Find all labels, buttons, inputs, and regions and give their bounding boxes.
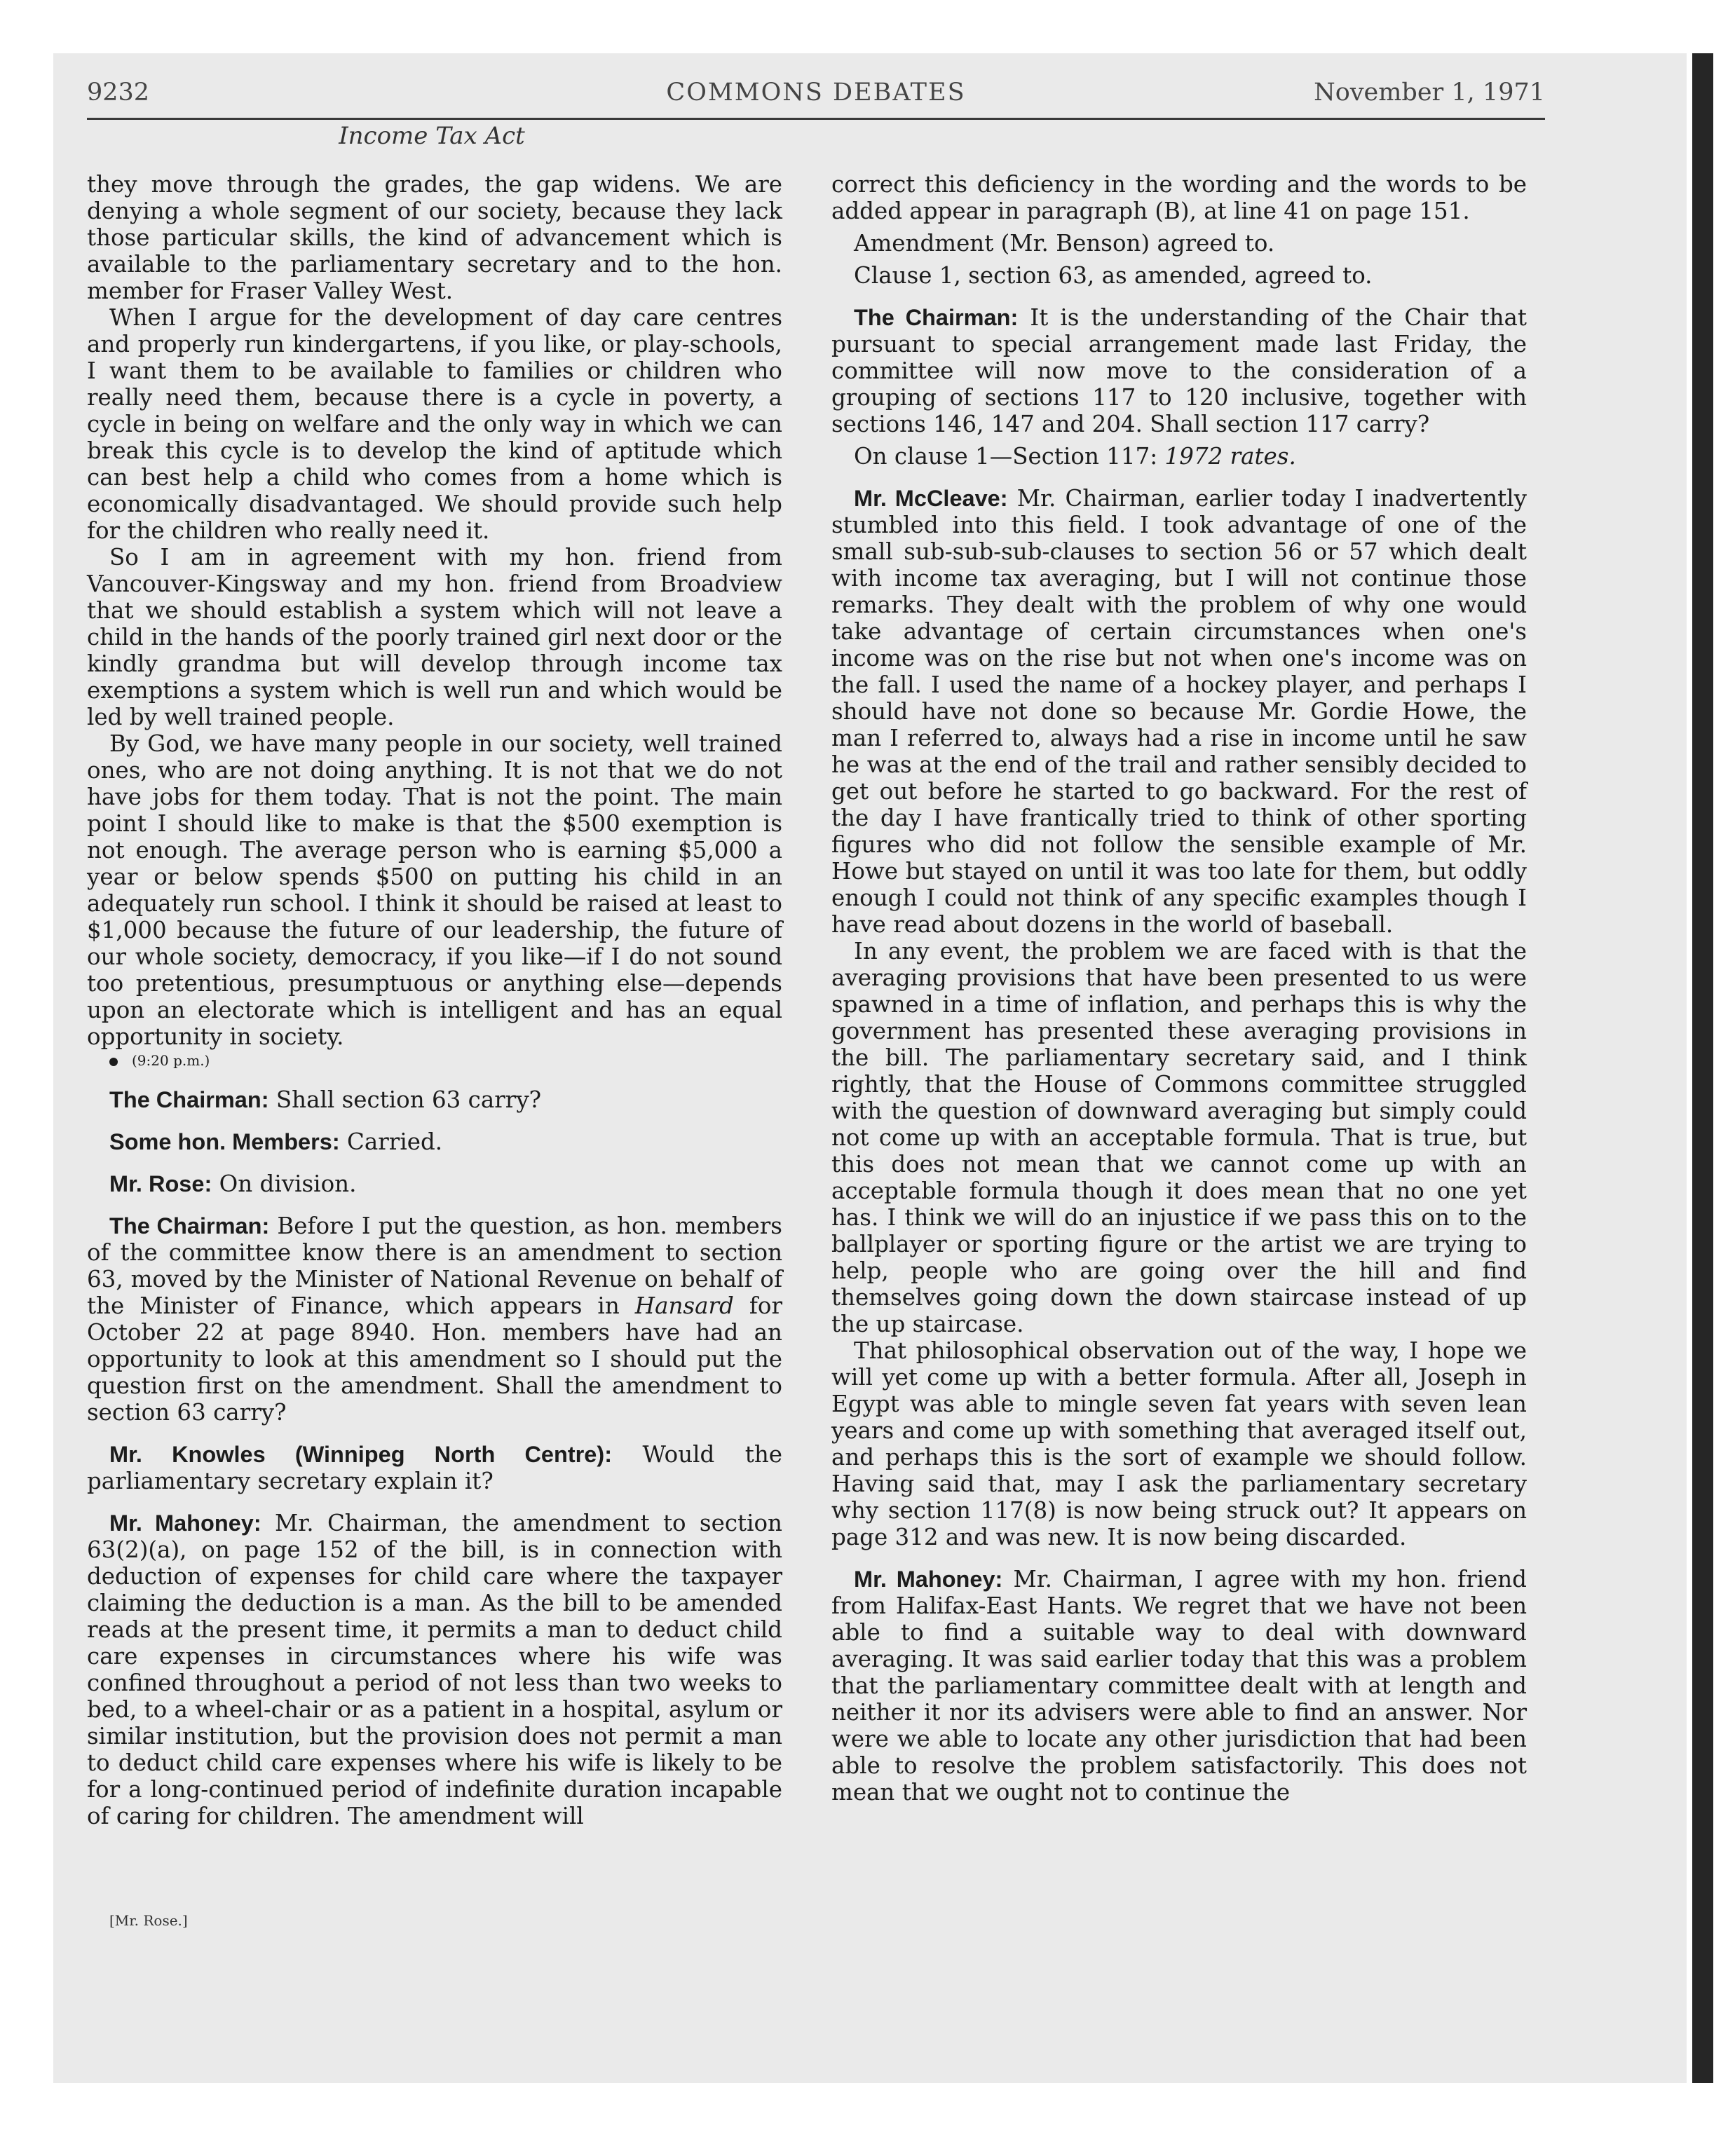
speech [87, 1086, 782, 1113]
publication-title: COMMONS DEBATES [666, 79, 966, 107]
page-date: November 1, 1971 [1314, 79, 1545, 107]
speaker-name: Mr. Mahoney: [109, 1510, 261, 1536]
scan-edge-bar [1692, 53, 1713, 2083]
speech-text: Before I put the question, as hon. members of the committee know there is an amendment to section 63, moved by the Minister of National Revenue on behalf of the Minister of Finance, which appears in [87, 1213, 782, 1319]
speech-text: Shall section 63 carry? [275, 1086, 542, 1113]
speech-text: Carried. [347, 1128, 443, 1155]
speech-text: It is the understanding of the Chair that pursuant to special arrangement made last Friday, the committee will now move to the consideration of a grouping of sections 117 to 120 inclusive, together with sections 146, 147 and 204. Shall section 117 carry? [831, 304, 1527, 437]
clause-title: 1972 rates. [1164, 443, 1296, 470]
speaker-name: The Chairman: [109, 1087, 269, 1112]
speaker-name: Mr. Rose: [109, 1171, 212, 1196]
speaker-name: Mr. Mahoney: [854, 1567, 1003, 1592]
paragraph: correct this deficiency in the wording and the words to be added appear in paragraph (B), at line 41 on page 151. [831, 171, 1527, 224]
paragraph: they move through the grades, the gap widens. We are denying a whole segment of our society, because they lack those particular skills, the kind of advancement which is available to the parliamentary secretary and to the hon. member for Fraser Valley West. [87, 171, 782, 304]
speech [87, 1128, 782, 1155]
page-header [87, 76, 1545, 120]
speech [831, 1566, 1527, 1806]
speaker-name: The Chairman: [109, 1213, 270, 1239]
left-column [87, 171, 782, 1829]
speech [87, 1213, 782, 1426]
paragraph: By God, we have many people in our society, well trained ones, who are not doing anything. It is not that we do not have jobs for them today. That is not the point. The main point I should like to make is that the $500 exemption is not enough. The average person who is earning $5,000 a year or below spends $500 on putting his child in an adequately run school. I think it should be raised at least to $1,000 because the future of our leadership, the future of our whole society, democracy, if you like—if I do not sound too pretentious, presumptuous or anything else—depends upon an electorate which is intelligent and has an equal opportunity in society. [87, 730, 782, 1050]
paragraph: In any event, the problem we are faced with is that the averaging provisions that have been presented to us were spawned in a time of inflation, and perhaps this is why the government has presented these averaging provisions in the bill. The parliamentary secretary said, and I think rightly, that the House of Commons committee struggled with the question of downward averaging but simply could not come up with an acceptable formula. That is true, but this does not mean that we cannot come up with an acceptable formula though it does mean that no one yet has. I think we will do an injustice if we pass this on to the ballplayer or sporting figure or the artist we are trying to help, people who are going over the hill and find themselves going down the down staircase instead of up the up staircase. [831, 938, 1527, 1337]
time-marker [87, 1050, 782, 1071]
speaker-name: Some hon. Members: [109, 1129, 340, 1154]
clause-prefix: On clause 1—Section 117: [854, 443, 1158, 470]
speaker-name: Mr. Knowles (Winnipeg North Centre): [109, 1442, 613, 1467]
bullet-icon [109, 1058, 118, 1066]
paragraph: When I argue for the development of day care centres and properly run kindergartens, if you like, or play-schools, I want them to be available to families or children who really need them, because there is a cycle in poverty, a cycle in being on welfare and the only way in which we can break this cycle is to develop the kind of aptitude which can best help a child who comes from a home which is economically disadvantaged. We should provide such help for the children who really need it. [87, 304, 782, 544]
time-marker-text: (9:20 p.m.) [132, 1052, 210, 1069]
right-column [831, 171, 1527, 1806]
speech [831, 485, 1527, 938]
speaker-name: Mr. McCleave: [854, 486, 1008, 511]
speech-text: Mr. Chairman, I agree with my hon. friend from Halifax-East Hants. We regret that we have not been able to find a suitable way to deal with downward averaging. It was said earlier today that this was a problem that the parliamentary committee dealt with at length and neither it nor its advisers were able to find an answer. Nor were we able to locate any other jurisdiction that had been able to resolve the problem satisfactorily. This does not mean that we ought not to continue the [831, 1566, 1527, 1806]
paragraph: Clause 1, section 63, as amended, agreed to. [854, 262, 1373, 289]
clause-line [831, 443, 1527, 470]
running-subject: Income Tax Act [339, 122, 525, 150]
speech [87, 1171, 782, 1197]
speech-text: On division. [219, 1171, 357, 1197]
speech-italic: Hansard [634, 1292, 734, 1319]
speech-text: Mr. Chairman, the amendment to section 63(2)(a), on page 152 of the bill, is in connection with deduction of expenses for child care where the taxpayer claiming the deduction is a man. As the bill to be amended reads at the present time, it permits a man to deduct child care expenses in circumstances where his wife was confined throughout a period of not less than two weeks to bed, to a wheel-chair or as a patient in a hospital, asylum or similar institution, but the provision does not permit a man to deduct child care expenses where his wife is likely to be for a long-continued period of indefinite duration incapable of caring for children. The amendment will [87, 1510, 782, 1829]
speech-text: Would the parliamentary secretary explain it? [87, 1441, 783, 1494]
speech [831, 304, 1527, 437]
speech-text: Mr. Chairman, earlier today I inadvertently stumbled into this field. I took advantage of one of the small sub-sub-sub-clauses to section 56 or 57 which dealt with income tax averaging, but I will not continue those remarks. They dealt with the problem of why one would take advantage of certain circumstances when one's income was on the rise but not when one's income was on the fall. I used the name of a hockey player, and perhaps I should have not done so because Mr. Gordie Howe, the man I referred to, always had a rise in income until he saw he was at the end of the trail and rather sensibly decided to get out before he started to go backward. For the rest of the day I have frantically tried to think of other sporting figures who did not follow the sensible example of Mr. Howe but stayed on until it was too late for them, but oddly enough I could not think of any specific examples though I have read about dozens in the world of baseball. [831, 485, 1527, 938]
page-number: 9232 [87, 79, 150, 107]
paragraph: So I am in agreement with my hon. friend from Vancouver-Kingsway and my hon. friend from Broadview that we should establish a system which will not leave a child in the hands of the poorly trained girl next door or the kindly grandma but will develop through income tax exemptions a system which is well run and which would be led by well trained people. [87, 544, 782, 730]
speech-text: for October 22 at page 8940. Hon. members have had an opportunity to look at this amendment so I should put the question first on the amendment. Shall the amendment to section 63 carry? [87, 1292, 782, 1426]
speaker-name: The Chairman: [854, 305, 1019, 330]
speech [87, 1441, 782, 1494]
speech [87, 1510, 782, 1829]
paragraph: That philosophical observation out of the way, I hope we will yet come up with a better formula. After all, Joseph in Egypt was able to mingle seven fat years with seven lean years and come up with something that averaged itself out, and perhaps this is the sort of example we should follow. Having said that, may I ask the parliamentary secretary why section 117(8) is now being struck out? It appears on page 312 and was new. It is now being discarded. [831, 1337, 1527, 1550]
footer-note: [Mr. Rose.] [109, 1912, 188, 1929]
paragraph: Amendment (Mr. Benson) agreed to. [854, 230, 1275, 257]
